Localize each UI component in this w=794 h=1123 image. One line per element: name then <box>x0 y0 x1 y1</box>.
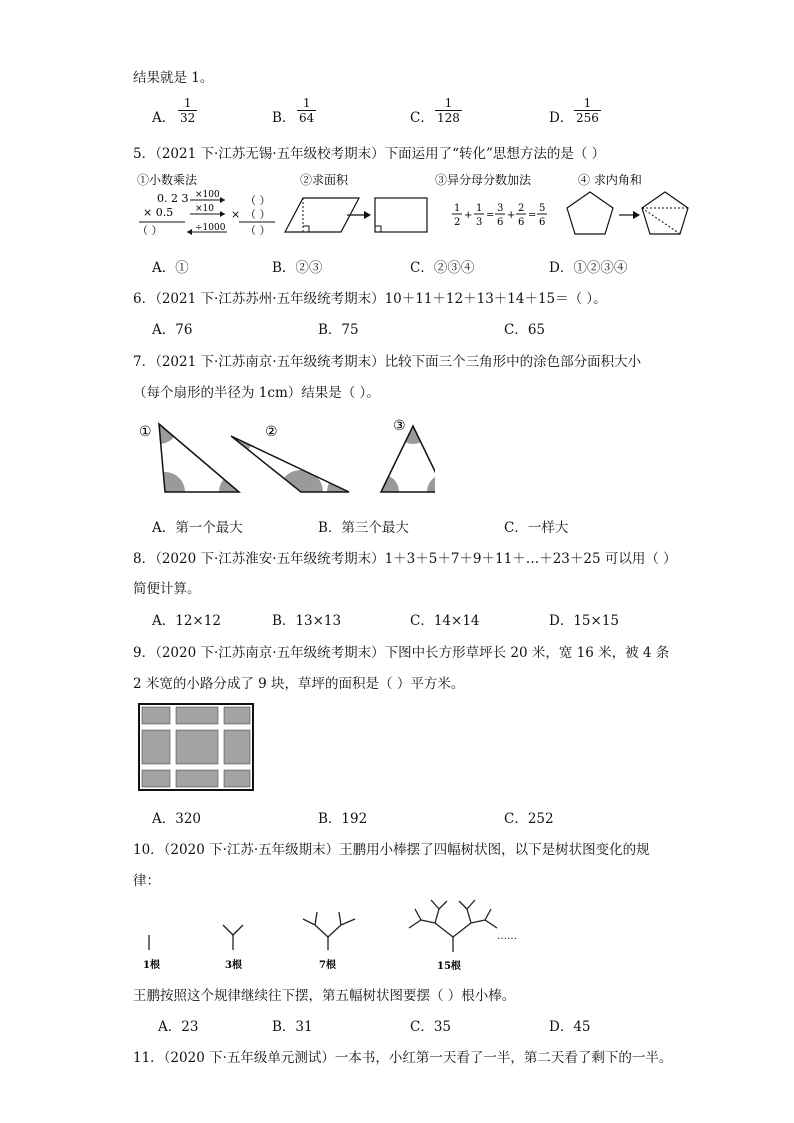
q6-option-b: B．75 <box>318 322 359 338</box>
svg-text:6: 6 <box>497 217 504 228</box>
q7-option-b: B．第三个最大 <box>318 520 409 536</box>
svg-text:5: 5 <box>539 203 546 214</box>
intro-line: 结果就是 1。 <box>133 70 214 86</box>
q7-label-1: ① <box>139 424 152 440</box>
q7-option-c: C．一样大 <box>504 520 569 536</box>
q9-question-line2: 2 米宽的小路分成了 9 块，草坪的面积是（ ）平方米。 <box>133 676 465 692</box>
q9-option-b: B．192 <box>318 811 368 827</box>
svg-text:=: = <box>486 210 495 221</box>
svg-text:2: 2 <box>454 217 461 228</box>
q5-question: 5．（2021 下·江苏无锡·五年级校考期末）下面运用了“转化”思想方法的是（ ） <box>133 146 606 162</box>
q4-option-b-label: B． <box>272 110 296 126</box>
q5-f1-arrow3-label: ÷1000 <box>195 223 226 233</box>
svg-text:1: 1 <box>476 203 483 214</box>
q5-option-a: A．① <box>152 260 189 276</box>
q4-option-a-fraction: $\frac{1}{32}$ <box>180 96 196 125</box>
q5-option-b: B．②③ <box>272 260 323 276</box>
q8-option-d: D．15×15 <box>549 613 619 629</box>
q10-tree-label-2: 3根 <box>225 960 242 971</box>
q4-option-c-label: C． <box>410 110 434 126</box>
q10-tree-label-4: 15根 <box>437 961 461 972</box>
q5-f1-paren1: （ ） <box>245 194 271 207</box>
q5-f1-arrow2-label: ×10 <box>195 204 214 214</box>
q5-f2-title: ②求面积 <box>300 173 349 187</box>
q10-tree-figure <box>135 895 535 975</box>
q5-figure-fraction-addition <box>435 172 547 228</box>
q5-f1-paren4: （ ） <box>245 224 271 237</box>
q4-option-a-label: A． <box>152 110 176 126</box>
q7-option-a: A．第一个最大 <box>152 520 243 536</box>
q5-f1-row2: × 0.5 <box>143 206 174 219</box>
q5-f1-arrow1-label: ×100 <box>195 190 220 200</box>
q8-option-a: A．12×12 <box>152 613 221 629</box>
q8-option-b: B．13×13 <box>272 613 342 629</box>
q5-figure-interior-angle <box>567 172 688 234</box>
q5-figure-decimal-multiplication <box>137 172 275 237</box>
q10-option-b: B．31 <box>272 1019 313 1035</box>
q5-f4-title: ④ 求内角和 <box>578 173 642 187</box>
q7-triangle-2 <box>209 416 371 496</box>
q7-triangle-1 <box>139 416 259 496</box>
svg-text:6: 6 <box>518 217 525 228</box>
q7-question-line1: 7．（2021 下·江苏南京·五年级统考期末）比较下面三个三角形中的涂色部分面积大小 <box>133 354 642 370</box>
svg-text:+: + <box>507 210 516 221</box>
q11-question: 11．（2020 下·五年级单元测试）一本书，小红第一天看了一半，第二天看了剩下的一半。 <box>133 1050 673 1066</box>
svg-text:2: 2 <box>518 203 525 214</box>
q9-option-a: A．320 <box>152 811 202 827</box>
q5-figure-area <box>285 172 427 232</box>
q9-lawn-figure <box>138 703 256 793</box>
q5-figures <box>135 170 695 242</box>
q9-question-line1: 9．（2020 下·江苏南京·五年级统考期末）下图中长方形草坪长 20 米，宽 16 米，被 4 条 <box>133 645 670 661</box>
q5-option-d: D．①②③④ <box>549 260 628 276</box>
svg-text:3: 3 <box>476 217 483 228</box>
q4-option-d-fraction: $\frac{1}{256}$ <box>576 96 599 125</box>
q6-option-c: C．65 <box>504 322 546 338</box>
svg-text:3: 3 <box>497 203 504 214</box>
q7-label-3: ③ <box>393 418 406 434</box>
q7-triangle-3 <box>363 416 435 496</box>
q5-f1-paren2: （ ） <box>245 208 271 221</box>
q5-f1-times: × <box>231 208 241 221</box>
q10-question-line2: 律： <box>133 873 160 889</box>
q10-question-line1: 10．（2020 下·江苏·五年级期末）王鹏用小棒摆了四幅树状图，以下是树状图变化的规 <box>133 842 650 858</box>
q5-f1-paren3: （ ） <box>137 224 163 237</box>
q10-tree-label-3: 7根 <box>319 960 336 971</box>
svg-text:=: = <box>528 210 537 221</box>
q10-tree-ellipsis: …… <box>497 931 517 942</box>
q5-option-c: C．②③④ <box>410 260 475 276</box>
q8-option-c: C．14×14 <box>410 613 480 629</box>
q6-option-a: A．76 <box>152 322 193 338</box>
q9-option-c: C．252 <box>504 811 554 827</box>
svg-text:6: 6 <box>539 217 546 228</box>
q7-question-line2: （每个扇形的半径为 1cm）结果是（ ）。 <box>133 385 380 401</box>
q5-f1-title: ①小数乘法 <box>137 173 198 187</box>
q10-option-a: A．23 <box>158 1019 199 1035</box>
q10-tree-label-1: 1根 <box>143 960 160 971</box>
q4-option-b-fraction: $\frac{1}{64}$ <box>299 96 315 125</box>
q10-option-c: C．35 <box>410 1019 452 1035</box>
q5-f1-row1: 0. 2 3 <box>157 192 189 205</box>
q8-question-line2: 简便计算。 <box>133 581 201 597</box>
q7-label-2: ② <box>265 424 278 440</box>
q5-f3-title: ③异分母分数加法 <box>435 173 532 187</box>
q10-question-line3: 王鹏按照这个规律继续往下摆，第五幅树状图要摆（ ）根小棒。 <box>133 988 516 1004</box>
q7-triangles-figure <box>135 416 435 496</box>
q10-option-d: D．45 <box>549 1019 591 1035</box>
q8-question-line1: 8．（2020 下·江苏淮安·五年级统考期末）1＋3＋5＋7＋9＋11＋…＋23＋25 可以用（ ） <box>133 551 677 567</box>
svg-text:1: 1 <box>454 203 461 214</box>
q6-question: 6．（2021 下·江苏苏州·五年级统考期末）10＋11＋12＋13＋14＋15＝（ ）。 <box>133 291 607 307</box>
svg-text:+: + <box>464 210 473 221</box>
q4-option-d-label: D． <box>549 110 574 126</box>
q4-option-c-fraction: $\frac{1}{128}$ <box>437 96 460 125</box>
